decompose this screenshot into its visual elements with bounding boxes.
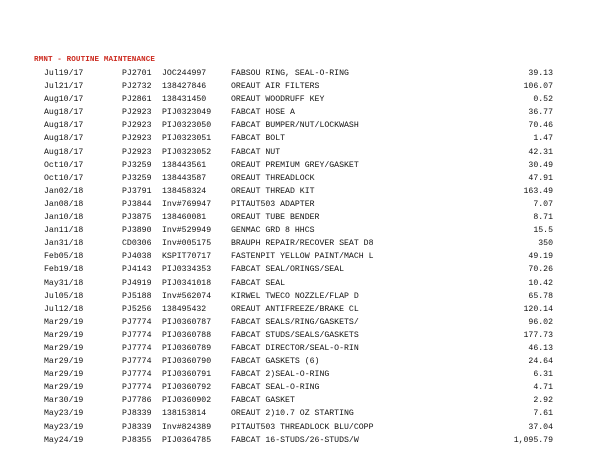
table-row xyxy=(0,290,600,303)
row-amount: 39.13 xyxy=(528,69,553,78)
table-row xyxy=(0,146,600,159)
row-amount: 1.47 xyxy=(533,134,553,144)
row-description: OREAUT ANTIFREEZE/BRAKE CL xyxy=(231,304,359,314)
row-reference: 138431450 xyxy=(162,95,207,105)
row-date: Oct10/17 xyxy=(44,173,84,183)
row-date: Jul12/18 xyxy=(44,304,84,314)
row-description: FABCAT SEAL/ORINGS/SEAL xyxy=(231,265,345,275)
table-row xyxy=(0,250,600,263)
row-job-number: PJ3875 xyxy=(122,213,152,223)
table-row xyxy=(0,185,600,198)
row-description: OREAUT 2)10.7 OZ STARTING xyxy=(231,409,354,419)
row-amount: 96.02 xyxy=(528,317,553,327)
row-job-number: PJ2923 xyxy=(122,121,152,131)
row-job-number: PJ3259 xyxy=(122,173,152,183)
row-job-number: PJ2861 xyxy=(122,95,152,105)
row-description: FABCAT GASKET xyxy=(231,396,295,406)
table-row xyxy=(0,316,600,329)
row-amount: 37.04 xyxy=(528,422,553,432)
row-reference: KSPIT70717 xyxy=(162,252,212,262)
row-job-number: PJ4919 xyxy=(122,278,152,288)
row-description: GENMAC GRD 8 HHCS xyxy=(231,226,315,236)
row-amount: 46.13 xyxy=(528,343,553,353)
row-date: May23/19 xyxy=(44,422,84,432)
row-date: Aug10/17 xyxy=(44,95,84,105)
row-reference: PIJ0360902 xyxy=(162,396,212,406)
row-reference: PIJ0323050 xyxy=(162,121,212,131)
row-reference: 138427846 xyxy=(162,82,207,92)
row-job-number: PJ5256 xyxy=(122,304,152,314)
row-reference: PIJ0360790 xyxy=(162,357,212,367)
row-description: FABCAT SEAL-O-RING xyxy=(231,383,320,393)
row-description: FABCAT SEAL xyxy=(231,278,286,288)
row-description: FABCAT BUMPER/NUT/LOCKWASH xyxy=(231,121,359,131)
row-reference: Inv#824389 xyxy=(162,422,212,432)
table-row xyxy=(0,198,600,211)
row-amount: 120.14 xyxy=(523,304,553,314)
row-date: Mar29/19 xyxy=(44,370,84,380)
row-job-number: PJ8339 xyxy=(122,409,152,419)
row-description: FABCAT NUT xyxy=(231,147,281,157)
table-row xyxy=(0,119,600,132)
row-job-number: PJ7774 xyxy=(122,357,152,367)
table-row xyxy=(0,368,600,381)
row-amount: 7.61 xyxy=(533,409,553,419)
table-row xyxy=(0,67,600,80)
row-job-number: PJ7774 xyxy=(122,343,152,353)
row-job-number: PJ4038 xyxy=(122,252,152,262)
row-amount: 7.07 xyxy=(533,199,553,209)
row-amount: 49.19 xyxy=(528,252,553,262)
row-description: OREAUT TUBE BENDER xyxy=(231,213,320,223)
row-date: Mar30/19 xyxy=(44,396,84,406)
row-amount: 6.31 xyxy=(533,370,553,380)
row-job-number: PJ7786 xyxy=(122,396,152,406)
row-job-number: PJ7774 xyxy=(122,330,152,340)
row-description: OREAUT PREMIUM GREY/GASKET xyxy=(231,160,359,170)
row-reference: PIJ0360792 xyxy=(162,383,212,393)
row-job-number: PJ2923 xyxy=(122,147,152,157)
row-amount: 70.26 xyxy=(528,265,553,275)
row-reference: PIJ0334353 xyxy=(162,265,212,275)
row-amount: 47.91 xyxy=(528,173,553,183)
row-reference: PIJ0341018 xyxy=(162,278,212,288)
row-date: May31/18 xyxy=(44,278,84,288)
row-job-number: PJ5188 xyxy=(122,291,152,301)
row-amount: 163.49 xyxy=(523,186,553,196)
row-description: FABSOU RING, SEAL-O-RING xyxy=(231,69,349,78)
row-reference: Inv#769947 xyxy=(162,199,212,209)
row-reference: 138495432 xyxy=(162,304,207,314)
row-job-number: PJ7774 xyxy=(122,383,152,393)
row-description: BRAUPH REPAIR/RECOVER SEAT D8 xyxy=(231,239,374,249)
row-date: May24/19 xyxy=(44,435,84,445)
row-date: Jan02/18 xyxy=(44,186,84,196)
row-amount: 70.46 xyxy=(528,121,553,131)
row-description: OREAUT WOODRUFF KEY xyxy=(231,95,325,105)
row-description: OREAUT THREADLOCK xyxy=(231,173,315,183)
row-description: PITAUT503 THREADLOCK BLU/COPP xyxy=(231,422,374,432)
row-reference: PIJ0323051 xyxy=(162,134,212,144)
row-date: Feb19/18 xyxy=(44,265,84,275)
row-date: Mar29/19 xyxy=(44,330,84,340)
row-description: FABCAT SEALS/RING/GASKETS/ xyxy=(231,317,359,327)
row-job-number: PJ8339 xyxy=(122,422,152,432)
ledger-table xyxy=(0,67,600,447)
row-date: Aug18/17 xyxy=(44,121,84,131)
row-job-number: PJ3791 xyxy=(122,186,152,196)
row-reference: PIJ0360788 xyxy=(162,330,212,340)
section-heading: RMNT - ROUTINE MAINTENANCE xyxy=(34,56,156,64)
row-date: Jan10/18 xyxy=(44,213,84,223)
row-description: FASTENPIT YELLOW PAINT/MACH L xyxy=(231,252,374,262)
table-row xyxy=(0,277,600,290)
table-row xyxy=(0,434,600,447)
table-row xyxy=(0,263,600,276)
row-description: PITAUT503 ADAPTER xyxy=(231,199,315,209)
row-reference: Inv#562074 xyxy=(162,291,212,301)
row-amount: 8.71 xyxy=(533,213,553,223)
row-date: Oct10/17 xyxy=(44,160,84,170)
row-job-number: PJ7774 xyxy=(122,317,152,327)
row-reference: 138460081 xyxy=(162,213,207,223)
row-description: FABCAT STUDS/SEALS/GASKETS xyxy=(231,330,359,340)
row-amount: 24.64 xyxy=(528,357,553,367)
row-date: Aug18/17 xyxy=(44,134,84,144)
row-reference: 138443561 xyxy=(162,160,207,170)
row-job-number: CD0306 xyxy=(122,239,152,249)
row-reference: PIJ0360789 xyxy=(162,343,212,353)
table-row xyxy=(0,342,600,355)
row-reference: JOC244997 xyxy=(162,69,207,78)
table-row xyxy=(0,407,600,420)
row-amount: 65.78 xyxy=(528,291,553,301)
row-amount: 0.52 xyxy=(533,95,553,105)
row-date: Jan11/18 xyxy=(44,226,84,236)
row-description: FABCAT GASKETS (6) xyxy=(231,357,320,367)
row-job-number: PJ2732 xyxy=(122,82,152,92)
table-row xyxy=(0,237,600,250)
row-amount: 177.73 xyxy=(523,330,553,340)
row-amount: 106.07 xyxy=(523,82,553,92)
row-job-number: PJ3259 xyxy=(122,160,152,170)
row-description: OREAUT THREAD KIT xyxy=(231,186,315,196)
row-amount: 42.31 xyxy=(528,147,553,157)
row-amount: 30.49 xyxy=(528,160,553,170)
row-job-number: PJ2701 xyxy=(122,69,152,78)
row-amount: 4.71 xyxy=(533,383,553,393)
table-row xyxy=(0,394,600,407)
row-description: FABCAT DIRECTOR/SEAL-O-RIN xyxy=(231,343,359,353)
row-reference: PIJ0364785 xyxy=(162,435,212,445)
row-job-number: PJ4143 xyxy=(122,265,152,275)
row-reference: 138458324 xyxy=(162,186,207,196)
row-job-number: PJ7774 xyxy=(122,370,152,380)
row-reference: PIJ0360791 xyxy=(162,370,212,380)
row-job-number: PJ3890 xyxy=(122,226,152,236)
row-date: Mar29/19 xyxy=(44,317,84,327)
row-reference: 138443587 xyxy=(162,173,207,183)
row-date: Jul05/18 xyxy=(44,291,84,301)
row-amount: 15.5 xyxy=(533,226,553,236)
table-row xyxy=(0,303,600,316)
table-row xyxy=(0,172,600,185)
row-amount: 10.42 xyxy=(528,278,553,288)
row-date: Aug18/17 xyxy=(44,147,84,157)
row-reference: Inv#529949 xyxy=(162,226,212,236)
table-row xyxy=(0,224,600,237)
row-description: FABCAT HOSE A xyxy=(231,108,295,118)
row-date: Mar29/19 xyxy=(44,383,84,393)
row-date: Jul19/17 xyxy=(44,69,84,78)
row-date: Aug18/17 xyxy=(44,108,84,118)
row-description: FABCAT BOLT xyxy=(231,134,286,144)
table-row xyxy=(0,381,600,394)
table-row xyxy=(0,211,600,224)
row-date: Jul21/17 xyxy=(44,82,84,92)
row-job-number: PJ2923 xyxy=(122,134,152,144)
row-description: OREAUT AIR FILTERS xyxy=(231,82,320,92)
row-reference: 138153814 xyxy=(162,409,207,419)
row-reference: PIJ0323052 xyxy=(162,147,212,157)
row-reference: PIJ0360787 xyxy=(162,317,212,327)
table-row xyxy=(0,93,600,106)
row-date: Jan31/18 xyxy=(44,239,84,249)
table-row xyxy=(0,421,600,434)
row-job-number: PJ3844 xyxy=(122,199,152,209)
row-amount: 1,095.79 xyxy=(513,435,553,445)
table-row xyxy=(0,159,600,172)
row-reference: PIJ0323049 xyxy=(162,108,212,118)
row-job-number: PJ8355 xyxy=(122,435,152,445)
row-job-number: PJ2923 xyxy=(122,108,152,118)
row-date: Jan08/18 xyxy=(44,199,84,209)
table-row xyxy=(0,132,600,145)
row-date: Feb05/18 xyxy=(44,252,84,262)
row-description: FABCAT 16-STUDS/26-STUDS/W xyxy=(231,435,359,445)
table-row xyxy=(0,355,600,368)
table-row xyxy=(0,106,600,119)
row-amount: 350 xyxy=(538,239,553,249)
row-date: Mar29/19 xyxy=(44,357,84,367)
table-row xyxy=(0,329,600,342)
row-amount: 2.92 xyxy=(533,396,553,406)
row-date: May23/19 xyxy=(44,409,84,419)
row-reference: Inv#005175 xyxy=(162,239,212,249)
row-date: Mar29/19 xyxy=(44,343,84,353)
row-amount: 36.77 xyxy=(528,108,553,118)
row-description: KIRWEL TWECO NOZZLE/FLAP D xyxy=(231,291,359,301)
table-row xyxy=(0,80,600,93)
row-description: FABCAT 2)SEAL-O-RING xyxy=(231,370,330,380)
